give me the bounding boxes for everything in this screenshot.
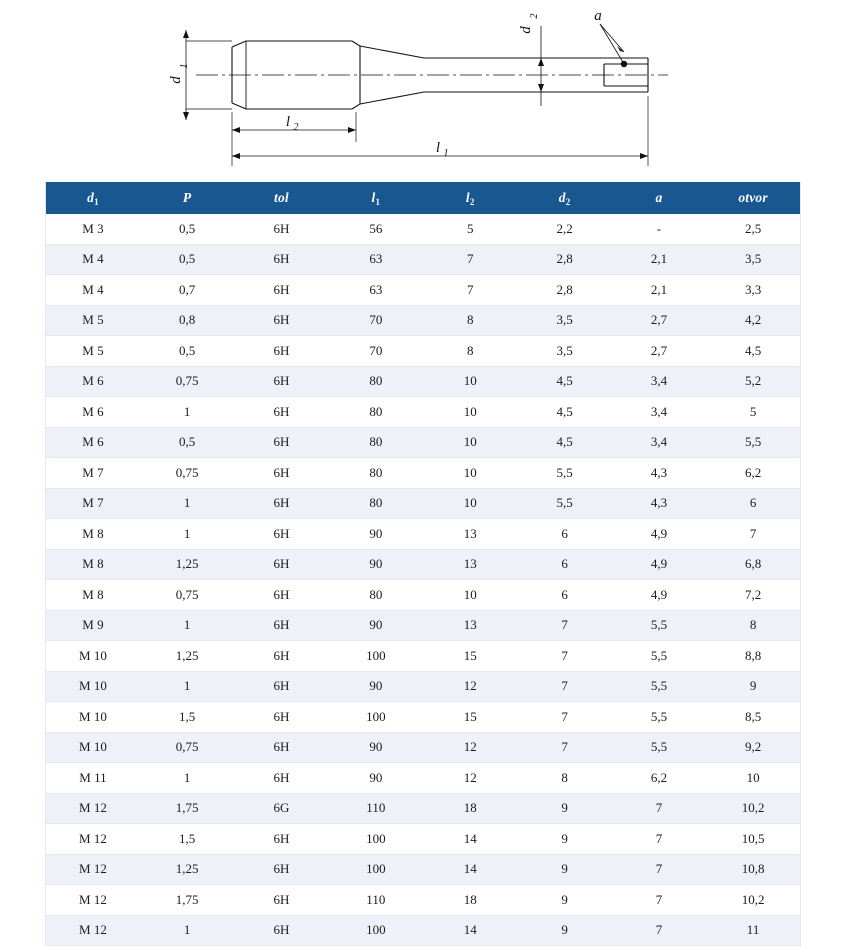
table-row[interactable] [46,305,801,336]
table-cell: 1 [140,397,234,428]
table-cell: 10,5 [706,824,800,855]
table-cell: 7 [612,854,706,885]
table-cell: 6,2 [612,763,706,794]
table-cell: 6H [234,366,328,397]
drawing-label-d1 [168,64,190,84]
table-row[interactable] [46,702,801,733]
spec-table-container [45,182,801,946]
table-cell: 4,5 [517,366,611,397]
table-cell: 7 [517,610,611,641]
table-cell: 90 [329,671,423,702]
table-cell: 2,7 [612,305,706,336]
table-cell: 6H [234,305,328,336]
drawing-label-d2 [518,14,540,34]
table-cell: 5,5 [517,458,611,489]
table-cell: 100 [329,854,423,885]
table-cell: 1 [140,671,234,702]
table-cell: 10,8 [706,854,800,885]
table-cell: 6H [234,763,328,794]
svg-text:2: 2 [529,13,540,19]
table-cell: 1,25 [140,641,234,672]
table-cell: 6 [706,488,800,519]
table-cell: M 10 [46,671,140,702]
table-cell: 12 [423,671,517,702]
column-header-l2[interactable]: $l_2$ [423,182,517,214]
table-cell: 90 [329,519,423,550]
table-cell: 7 [423,244,517,275]
table-cell: 90 [329,732,423,763]
table-cell: 12 [423,763,517,794]
table-cell: 6H [234,397,328,428]
table-row[interactable] [46,549,801,580]
table-cell: 15 [423,641,517,672]
table-cell: 2,2 [517,214,611,244]
table-cell: 5,5 [612,641,706,672]
table-cell: M 10 [46,641,140,672]
table-cell: 0,75 [140,458,234,489]
table-cell: M 5 [46,305,140,336]
table-cell: M 8 [46,519,140,550]
table-cell: 1 [140,915,234,946]
table-cell: 6H [234,671,328,702]
table-cell: 3,5 [517,336,611,367]
table-cell: 6H [234,427,328,458]
table-cell: 6H [234,641,328,672]
table-cell: 5,5 [612,702,706,733]
table-cell: 5,5 [517,488,611,519]
table-cell: 5,5 [612,732,706,763]
table-cell: M 7 [46,488,140,519]
table-row[interactable] [46,244,801,275]
table-cell: 56 [329,214,423,244]
table-cell: 8,8 [706,641,800,672]
table-row[interactable] [46,427,801,458]
table-cell: 11 [706,915,800,946]
table-cell: 8 [423,336,517,367]
table-cell: 7,2 [706,580,800,611]
table-row[interactable] [46,793,801,824]
table-header [46,182,801,214]
table-cell: 6 [517,549,611,580]
table-row[interactable] [46,824,801,855]
column-header-d2[interactable]: $d_2$ [517,182,611,214]
table-cell: 4,9 [612,549,706,580]
table-cell: 0,5 [140,244,234,275]
table-row[interactable] [46,214,801,244]
table-cell: 1 [140,519,234,550]
table-cell: 4,5 [517,427,611,458]
table-cell: 8 [423,305,517,336]
table-cell: M 8 [46,580,140,611]
svg-text:2: 2 [293,122,299,133]
table-cell: 0,5 [140,336,234,367]
table-cell: 10 [423,488,517,519]
table-cell: 6H [234,854,328,885]
table-cell: 3,4 [612,366,706,397]
table-row[interactable] [46,488,801,519]
table-cell: 7 [517,641,611,672]
table-cell: 80 [329,488,423,519]
table-cell: 90 [329,763,423,794]
table-cell: 7 [517,702,611,733]
table-cell: 0,5 [140,214,234,244]
table-cell: 70 [329,336,423,367]
table-header-row [46,182,801,214]
table-cell: 7 [612,824,706,855]
table-cell: 1 [140,488,234,519]
table-cell: 7 [612,793,706,824]
table-cell: 7 [517,732,611,763]
table-cell: M 6 [46,427,140,458]
table-cell: 110 [329,793,423,824]
table-cell: M 12 [46,793,140,824]
table-cell: 63 [329,244,423,275]
table-cell: M 6 [46,397,140,428]
column-header-d1[interactable]: $d_1$ [46,182,140,214]
table-cell: 6H [234,244,328,275]
table-row[interactable] [46,885,801,916]
svg-text:1: 1 [179,63,190,69]
table-cell: M 10 [46,702,140,733]
table-cell: 10 [423,397,517,428]
svg-text:d: d [168,76,184,84]
table-cell: 4,5 [706,336,800,367]
table-cell: 90 [329,610,423,641]
table-cell: 4,5 [517,397,611,428]
table-row[interactable] [46,519,801,550]
table-cell: 100 [329,915,423,946]
table-cell: 9 [517,885,611,916]
table-cell: 80 [329,580,423,611]
table-cell: 4,3 [612,488,706,519]
table-cell: 100 [329,702,423,733]
table-cell: 3,3 [706,275,800,306]
table-cell: 0,75 [140,732,234,763]
table-cell: 7 [517,671,611,702]
column-header-l1[interactable]: $l_1$ [329,182,423,214]
table-cell: 9 [517,793,611,824]
table-cell: M 11 [46,763,140,794]
table-cell: 6H [234,336,328,367]
column-header-otvor[interactable]: otvor [706,182,800,214]
table-cell: 8 [517,763,611,794]
table-cell: 14 [423,854,517,885]
table-cell: 1,25 [140,854,234,885]
table-cell: 6H [234,580,328,611]
table-cell: 18 [423,885,517,916]
table-cell: 7 [612,885,706,916]
table-cell: 1 [140,763,234,794]
table-cell: M 5 [46,336,140,367]
table-cell: M 12 [46,885,140,916]
table-cell: 5,2 [706,366,800,397]
svg-text:1: 1 [443,148,449,159]
table-cell: 2,1 [612,244,706,275]
table-cell: 6H [234,488,328,519]
table-cell: 3,4 [612,397,706,428]
table-row[interactable] [46,854,801,885]
table-cell: 3,5 [706,244,800,275]
table-cell: 80 [329,427,423,458]
table-cell: 6H [234,885,328,916]
table-row[interactable] [46,610,801,641]
table-cell: 6 [517,519,611,550]
table-cell: 7 [706,519,800,550]
svg-text:a: a [594,8,602,24]
table-cell: 6H [234,824,328,855]
table-row[interactable] [46,397,801,428]
table-cell: M 12 [46,824,140,855]
table-cell: 1,75 [140,885,234,916]
svg-text:l: l [435,140,441,156]
svg-text:d: d [518,26,534,34]
table-cell: 6H [234,915,328,946]
table-cell: 8,5 [706,702,800,733]
technical-drawing [0,0,843,182]
table-cell: 10 [423,427,517,458]
table-cell: 4,2 [706,305,800,336]
table-row[interactable] [46,915,801,946]
table-cell: 2,8 [517,244,611,275]
table-cell: 6H [234,702,328,733]
table-cell: 0,7 [140,275,234,306]
table-cell: 6 [517,580,611,611]
svg-text:l: l [285,114,291,130]
table-cell: M 10 [46,732,140,763]
table-cell: 10 [423,580,517,611]
column-header-a[interactable]: a [612,182,706,214]
table-cell: 6H [234,610,328,641]
table-row[interactable] [46,671,801,702]
table-cell: 7 [423,275,517,306]
table-cell: 0,75 [140,366,234,397]
table-row[interactable] [46,580,801,611]
column-header-tol[interactable]: tol [234,182,328,214]
table-cell: 2,7 [612,336,706,367]
table-cell: 5 [423,214,517,244]
table-cell: 80 [329,458,423,489]
table-cell: 100 [329,641,423,672]
table-cell: 90 [329,549,423,580]
table-cell: M 12 [46,915,140,946]
table-cell: 14 [423,915,517,946]
table-cell: 4,9 [612,580,706,611]
table-cell: 5,5 [612,610,706,641]
table-cell: 2,8 [517,275,611,306]
table-cell: 4,9 [612,519,706,550]
table-row[interactable] [46,275,801,306]
table-row[interactable] [46,763,801,794]
table-cell: 1,5 [140,702,234,733]
table-cell: 9 [517,854,611,885]
table-cell: 100 [329,824,423,855]
table-cell: 9 [517,824,611,855]
table-cell: 10 [706,763,800,794]
table-cell: 1 [140,610,234,641]
table-cell: 4,3 [612,458,706,489]
table-row[interactable] [46,458,801,489]
table-cell: 9 [706,671,800,702]
table-cell: 6G [234,793,328,824]
table-cell: - [612,214,706,244]
table-cell: M 9 [46,610,140,641]
table-cell: 1,75 [140,793,234,824]
table-cell: 12 [423,732,517,763]
table-cell: 8 [706,610,800,641]
table-cell: 6H [234,732,328,763]
table-cell: 14 [423,824,517,855]
table-cell: 6,8 [706,549,800,580]
table-cell: 6H [234,549,328,580]
column-header-p[interactable]: P [140,182,234,214]
table-cell: 10,2 [706,885,800,916]
table-cell: M 7 [46,458,140,489]
table-cell: M 4 [46,275,140,306]
table-cell: 6H [234,519,328,550]
table-cell: 6H [234,458,328,489]
table-cell: 9,2 [706,732,800,763]
table-cell: 80 [329,397,423,428]
spec-table [45,182,801,946]
table-cell: 6H [234,275,328,306]
table-cell: M 4 [46,244,140,275]
table-cell: 0,8 [140,305,234,336]
table-cell: M 3 [46,214,140,244]
table-cell: 5 [706,397,800,428]
table-cell: 15 [423,702,517,733]
table-cell: 10 [423,458,517,489]
table-cell: 110 [329,885,423,916]
table-cell: 7 [612,915,706,946]
table-row[interactable] [46,732,801,763]
table-cell: 3,5 [517,305,611,336]
table-cell: 1,5 [140,824,234,855]
table-cell: 5,5 [612,671,706,702]
table-cell: 10,2 [706,793,800,824]
table-cell: 13 [423,549,517,580]
table-cell: M 12 [46,854,140,885]
table-cell: 13 [423,610,517,641]
table-cell: 18 [423,793,517,824]
drawing-label-a [594,8,602,24]
table-cell: 13 [423,519,517,550]
tap-tool-drawing-svg [0,0,843,182]
table-cell: 70 [329,305,423,336]
table-cell: 10 [423,366,517,397]
table-cell: 0,5 [140,427,234,458]
table-cell: 3,4 [612,427,706,458]
table-cell: 80 [329,366,423,397]
table-cell: 5,5 [706,427,800,458]
table-cell: 63 [329,275,423,306]
table-row[interactable] [46,336,801,367]
table-cell: 9 [517,915,611,946]
table-body [46,214,801,946]
table-row[interactable] [46,641,801,672]
table-cell: 2,1 [612,275,706,306]
table-cell: 1,25 [140,549,234,580]
table-row[interactable] [46,366,801,397]
table-cell: M 6 [46,366,140,397]
table-cell: 6H [234,214,328,244]
table-cell: 6,2 [706,458,800,489]
table-cell: 2,5 [706,214,800,244]
table-cell: M 8 [46,549,140,580]
table-cell: 0,75 [140,580,234,611]
